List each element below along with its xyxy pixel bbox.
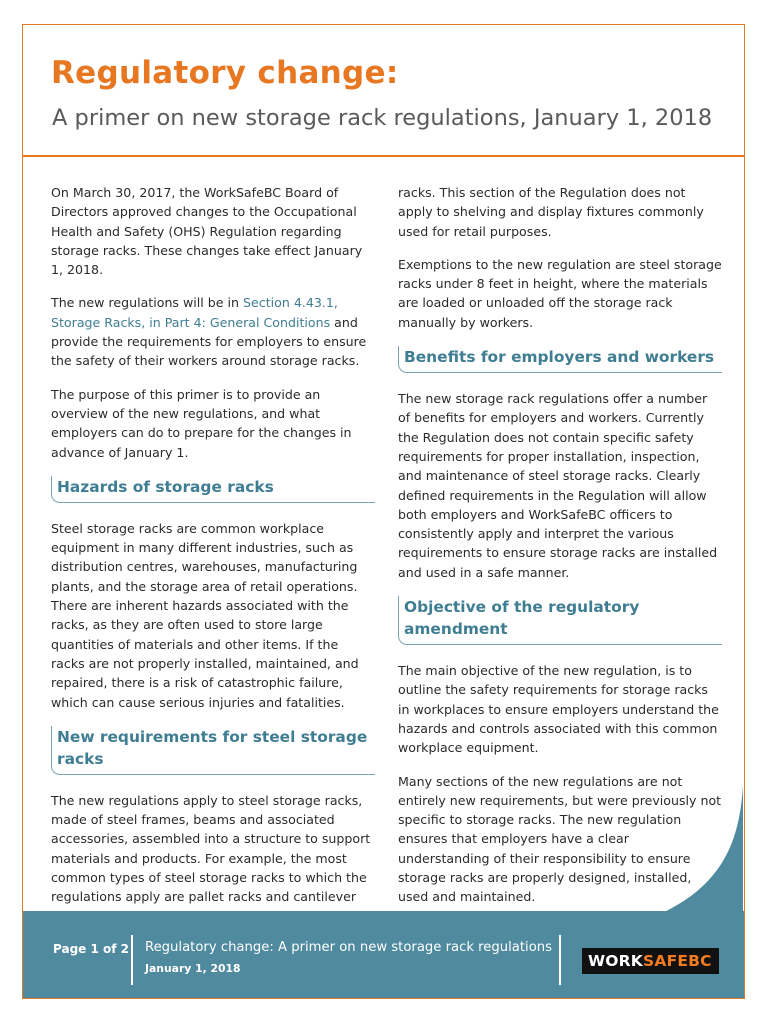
page-footer [23, 911, 744, 999]
section-reference-text-after: and provide the requirements for employers to ensure the safety of their workers around storage racks. [51, 314, 367, 369]
footer-divider-left [131, 935, 133, 985]
exemptions-paragraph: Exemptions to the new regulation are steel storage racks under 8 feet in height, where the materials are loaded or unloaded off the storage rack manually by workers. [398, 256, 722, 330]
sections-paragraph: Many sections of the new regulations are not entirely new requirements, but were previously not specific to storage racks. The new regulation ensures that employers have a clear understanding of their responsibility to ensure storage racks are properly designed, installed, used and maintained. [398, 773, 722, 905]
page-subtitle: A primer on new storage rack regulations, January 1, 2018 [52, 105, 713, 131]
footer-divider-right [559, 935, 561, 985]
heading-hazards: Hazards of storage racks [51, 476, 375, 503]
right-column [398, 183, 722, 921]
document-page [22, 24, 745, 999]
footer-title: Regulatory change: A primer on new storage rack regulations [145, 940, 553, 955]
page-title: Regulatory change: [51, 55, 399, 91]
objective-paragraph: The main objective of the new regulation, is to outline the safety requirements for storage racks in workplaces to ensure employers understand the hazards and controls associated with this common workplace equipment. [398, 663, 719, 756]
new-requirements-paragraph: The new regulations apply to steel storage racks, made of steel frames, beams and associated accessories, assembled into a structure to support materials and products. For example, the most common types of steel storage racks to which the regulations apply are pallet racks and cantilever [51, 792, 371, 905]
section-reference-text-before: The new regulations will be in [51, 295, 244, 311]
header-divider [23, 155, 744, 157]
logo-safe-text: SAFE [643, 952, 689, 970]
worksafebc-logo [582, 948, 719, 974]
scope-paragraph: racks. This section of the Regulation does not apply to shelving and display fixtures commonly used for retail purposes. [398, 185, 704, 239]
intro-paragraph: On March 30, 2017, the WorkSafeBC Board of Directors approved changes to the Occupational Health and Safety (OHS) Regulation regarding storage racks. These changes take effect January 1, 2018. [51, 185, 363, 278]
section-4-43-1-link[interactable]: Section 4.43.1, Storage Racks, in Part 4: General Conditions [51, 295, 338, 330]
logo-work-text: WORK [588, 952, 644, 970]
heading-objective: Objective of the regulatory amendment [398, 596, 722, 645]
logo-bc-text: BC [688, 952, 712, 970]
heading-benefits: Benefits for employers and workers [398, 346, 722, 373]
benefits-paragraph: The new storage rack regulations offer a number of benefits for employers and workers. Currently the Regulation does not contain specific safety requirements for proper installation, inspection, and maintenance of steel storage racks. Clearly defined requirements in the Regulation will allow both employers and WorkSafeBC officers to consistently apply and interpret the various requirements to ensure storage racks are installed and used in a safe manner. [398, 391, 718, 580]
hazards-paragraph: Steel storage racks are common workplace equipment in many different industries, such as distribution centres, warehouses, manufacturing plants, and the storage area of retail operations. There are inherent hazards associated with the racks, as they are often used to store large quantities of materials and other items. If the racks are not properly installed, maintained, and repaired, there is a risk of catastrophic failure, which can cause serious injuries and fatalities. [51, 520, 359, 710]
left-column [51, 183, 375, 921]
section-reference-paragraph [51, 293, 375, 370]
purpose-paragraph: The purpose of this primer is to provide an overview of the new regulations, and what employers can do to prepare for the changes in advance of January 1. [51, 386, 352, 460]
page-number: Page 1 of 2 [53, 942, 129, 956]
footer-date: January 1, 2018 [145, 962, 241, 975]
heading-new-requirements: New requirements for steel storage racks [51, 726, 375, 775]
